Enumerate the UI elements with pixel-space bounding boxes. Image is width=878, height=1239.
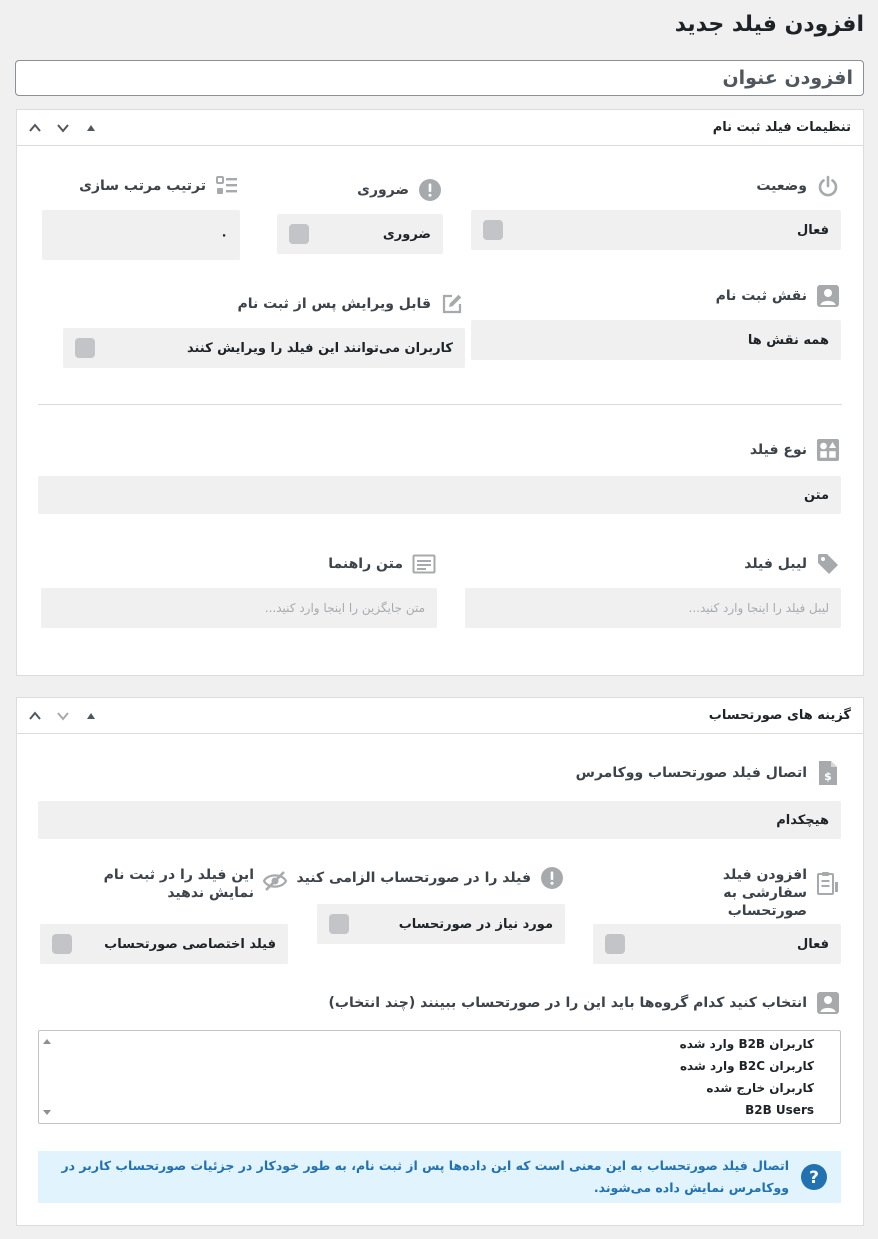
eye-slash-icon bbox=[262, 868, 288, 894]
help-text-field bbox=[41, 550, 437, 628]
toggle-knob[interactable] bbox=[75, 338, 95, 358]
editable-field bbox=[63, 290, 465, 368]
role-field bbox=[471, 282, 841, 360]
invoice-icon bbox=[815, 760, 841, 786]
registration-settings-box bbox=[16, 109, 864, 676]
help-text-input-wrap bbox=[41, 588, 437, 628]
hide-registration-value: فیلد اختصاصی صورتحساب bbox=[104, 936, 276, 952]
field-label-field bbox=[465, 550, 841, 628]
user-icon bbox=[815, 990, 841, 1016]
connect-billing-label: اتصال فیلد صورتحساب ووکامرس bbox=[575, 765, 807, 781]
require-billing-label: فیلد را در صورتحساب الزامی کنید bbox=[296, 870, 531, 886]
page-title: افزودن فیلد جدید bbox=[674, 12, 864, 37]
toggle-knob[interactable] bbox=[605, 934, 625, 954]
field-header bbox=[38, 436, 841, 464]
toggle-knob[interactable] bbox=[289, 224, 309, 244]
move-up-button[interactable] bbox=[23, 116, 47, 140]
field-label-input-wrap bbox=[465, 588, 841, 628]
editable-toggle[interactable] bbox=[63, 328, 465, 368]
triangle-up-icon bbox=[86, 123, 96, 133]
toggle-panel-button[interactable] bbox=[79, 116, 103, 140]
sort-order-field bbox=[42, 172, 240, 260]
handle-actions bbox=[23, 698, 103, 734]
clipboard-icon bbox=[815, 870, 841, 896]
require-billing-toggle[interactable] bbox=[317, 904, 565, 944]
tag-icon bbox=[815, 551, 841, 577]
role-value: همه نقش ها bbox=[747, 332, 829, 348]
chevron-up-icon bbox=[28, 709, 42, 723]
shapes-icon bbox=[815, 437, 841, 463]
require-billing-field bbox=[296, 864, 565, 944]
help-text-input[interactable] bbox=[53, 601, 425, 615]
connect-billing-field bbox=[38, 759, 841, 839]
required-field bbox=[277, 176, 443, 254]
field-type-value: متن bbox=[803, 487, 829, 503]
triangle-up-icon bbox=[86, 711, 96, 721]
field-header bbox=[471, 172, 841, 200]
info-notice bbox=[38, 1151, 841, 1203]
move-down-button[interactable] bbox=[51, 116, 75, 140]
field-header bbox=[41, 550, 437, 578]
field-type-field bbox=[38, 436, 841, 514]
add-custom-label: افزودن فیلد سفارشی به صورتحساب bbox=[722, 867, 807, 919]
role-label: نقش ثبت نام bbox=[715, 288, 807, 304]
svg-text:?: ? bbox=[809, 1168, 819, 1188]
field-header bbox=[277, 176, 443, 204]
field-header bbox=[465, 550, 841, 578]
scroll-up-icon[interactable] bbox=[43, 1039, 51, 1044]
scroll-down-icon[interactable] bbox=[43, 1110, 51, 1115]
postbox-title: گزینه های صورتحساب bbox=[708, 708, 851, 723]
postbox-header bbox=[17, 110, 863, 146]
hide-registration-toggle[interactable] bbox=[40, 924, 288, 964]
billing-options-box bbox=[16, 697, 864, 1226]
scrollbar[interactable] bbox=[39, 1031, 57, 1123]
toggle-knob[interactable] bbox=[483, 220, 503, 240]
edit-icon bbox=[439, 291, 465, 317]
exclamation-circle-icon bbox=[417, 177, 443, 203]
sort-list-icon bbox=[214, 173, 240, 199]
add-custom-value: فعال bbox=[796, 936, 829, 952]
notice-text: اتصال فیلد صورتحساب به این معنی است که این داده‌ها پس از ثبت نام، به طور خودکار در جزئیات صورتحساب کاربر در ووکامرس نمایش داده می‌شوند. bbox=[61, 1158, 789, 1195]
hide-registration-label: این فیلد را در ثبت نام نمایش ندهید bbox=[103, 867, 254, 901]
chevron-down-icon bbox=[56, 709, 70, 723]
toggle-panel-button[interactable] bbox=[79, 704, 103, 728]
title-input[interactable] bbox=[15, 60, 864, 96]
required-value: ضروری bbox=[382, 226, 431, 242]
exclamation-circle-icon bbox=[539, 865, 565, 891]
user-icon bbox=[815, 283, 841, 309]
field-label-input[interactable] bbox=[477, 601, 829, 615]
require-billing-value: مورد نیاز در صورتحساب bbox=[398, 916, 553, 932]
required-label: ضروری bbox=[357, 182, 409, 198]
chevron-up-icon bbox=[28, 121, 42, 135]
status-toggle[interactable] bbox=[471, 210, 841, 250]
move-up-button[interactable] bbox=[23, 704, 47, 728]
editable-value: کاربران می‌توانند این فیلد را ویرایش کنند bbox=[186, 340, 453, 356]
toggle-knob[interactable] bbox=[52, 934, 72, 954]
chevron-down-icon bbox=[56, 121, 70, 135]
list-item[interactable]: کاربران B2B وارد شده bbox=[679, 1037, 814, 1051]
field-header bbox=[593, 866, 841, 919]
section-divider bbox=[38, 404, 842, 405]
connect-billing-value: هیچکدام bbox=[776, 812, 829, 828]
groups-multiselect[interactable] bbox=[38, 1030, 841, 1124]
power-icon bbox=[815, 173, 841, 199]
toggle-knob[interactable] bbox=[329, 914, 349, 934]
add-custom-toggle[interactable] bbox=[593, 924, 841, 964]
field-header bbox=[63, 290, 465, 318]
list-item[interactable]: کاربران B2C وارد شده bbox=[679, 1059, 814, 1073]
field-header bbox=[38, 759, 841, 787]
postbox-title: تنظیمات فیلد ثبت نام bbox=[712, 120, 851, 135]
sort-order-value: ۰ bbox=[220, 227, 228, 243]
connect-billing-select[interactable] bbox=[38, 801, 841, 839]
field-type-select[interactable] bbox=[38, 476, 841, 514]
status-field bbox=[471, 172, 841, 250]
list-item[interactable]: B2B Users bbox=[745, 1103, 814, 1117]
postbox-header bbox=[17, 698, 863, 734]
groups-field bbox=[38, 989, 841, 1017]
move-down-button[interactable] bbox=[51, 704, 75, 728]
required-toggle[interactable] bbox=[277, 214, 443, 254]
status-label: وضعیت bbox=[756, 178, 807, 194]
field-type-label: نوع فیلد bbox=[749, 442, 807, 458]
field-header bbox=[40, 866, 288, 912]
field-header bbox=[42, 172, 240, 200]
handle-actions bbox=[23, 110, 103, 146]
question-icon bbox=[799, 1162, 829, 1192]
status-value: فعال bbox=[796, 222, 829, 238]
svg-text:$: $ bbox=[824, 770, 832, 783]
role-select[interactable] bbox=[471, 320, 841, 360]
field-label-label: لیبل فیلد bbox=[744, 556, 807, 572]
field-header bbox=[38, 989, 841, 1017]
text-lines-icon bbox=[411, 551, 437, 577]
add-custom-field bbox=[593, 866, 841, 964]
hide-registration-field bbox=[40, 866, 288, 964]
sort-order-input[interactable] bbox=[42, 210, 240, 260]
editable-label: قابل ویرایش پس از ثبت نام bbox=[237, 296, 431, 312]
field-header bbox=[471, 282, 841, 310]
help-text-label: متن راهنما bbox=[328, 556, 403, 572]
sort-order-label: ترتیب مرتب سازی bbox=[79, 178, 206, 194]
field-header bbox=[296, 864, 565, 892]
groups-label: انتخاب کنید کدام گروه‌ها باید این را در صورتحساب ببینند (چند انتخاب) bbox=[328, 995, 807, 1011]
list-item[interactable]: کاربران خارج شده bbox=[706, 1081, 814, 1095]
